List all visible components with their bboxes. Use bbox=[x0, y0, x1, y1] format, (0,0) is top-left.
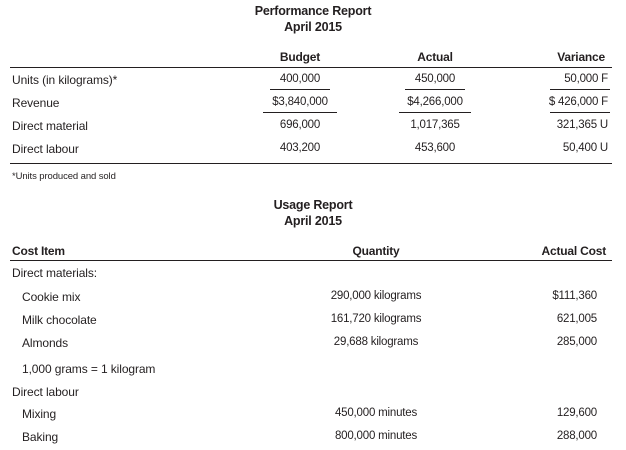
labour-quantity: 800,000 minutes bbox=[334, 430, 418, 442]
usage-report-title: Usage Report bbox=[273, 198, 353, 212]
cell-underline bbox=[399, 112, 471, 113]
cell-underline bbox=[550, 112, 610, 113]
row-label: Units (in kilograms)* bbox=[12, 73, 118, 87]
footnote: *Units produced and sold bbox=[12, 171, 116, 182]
actual-cell: 453,600 bbox=[414, 142, 456, 154]
performance-report-date: April 2015 bbox=[284, 20, 342, 34]
variance-cell: 50,400 U bbox=[562, 142, 608, 154]
labour-cost: 129,600 bbox=[556, 407, 597, 419]
actual-cell: 1,017,365 bbox=[410, 119, 460, 131]
budget-cell: 696,000 bbox=[279, 119, 321, 131]
material-label: Cookie mix bbox=[22, 290, 81, 304]
budget-cell: 400,000 bbox=[279, 73, 321, 85]
material-label: Milk chocolate bbox=[22, 313, 97, 327]
actual-cell: $4,266,000 bbox=[407, 96, 463, 108]
header-rule bbox=[10, 67, 612, 68]
actual-cost-column-header: Actual Cost bbox=[541, 244, 606, 258]
usage-header-rule bbox=[10, 260, 612, 261]
material-quantity: 161,720 kilograms bbox=[330, 313, 422, 325]
performance-report-title: Performance Report bbox=[254, 4, 372, 18]
row-label: Direct labour bbox=[12, 142, 79, 156]
material-cost: 621,005 bbox=[556, 313, 597, 325]
actual-column-header: Actual bbox=[417, 50, 453, 64]
cost-item-column-header: Cost Item bbox=[12, 244, 65, 258]
variance-cell: 321,365 U bbox=[556, 119, 608, 131]
material-quantity: 29,688 kilograms bbox=[333, 336, 419, 348]
row-label: Direct material bbox=[12, 119, 88, 133]
budget-cell: $3,840,000 bbox=[272, 96, 328, 108]
variance-cell: $ 426,000 F bbox=[548, 96, 608, 108]
row-label: Revenue bbox=[12, 96, 60, 110]
material-label: Almonds bbox=[22, 336, 68, 350]
actual-cell: 450,000 bbox=[414, 73, 456, 85]
usage-report-date: April 2015 bbox=[284, 214, 342, 228]
cell-underline bbox=[263, 112, 337, 113]
labour-quantity: 450,000 minutes bbox=[334, 407, 418, 419]
budget-cell: 403,200 bbox=[279, 142, 321, 154]
cell-underline bbox=[550, 89, 610, 90]
material-cost: $111,360 bbox=[552, 290, 597, 302]
cell-underline bbox=[405, 89, 465, 90]
labour-cost: 288,000 bbox=[556, 430, 597, 442]
labour-label: Mixing bbox=[22, 407, 57, 421]
variance-cell: 50,000 F bbox=[564, 73, 608, 85]
section-heading-materials: Direct materials: bbox=[12, 266, 97, 280]
quantity-column-header: Quantity bbox=[352, 244, 400, 258]
material-quantity: 290,000 kilograms bbox=[330, 290, 422, 302]
material-cost: 285,000 bbox=[556, 336, 597, 348]
cell-underline bbox=[270, 89, 330, 90]
labour-label: Baking bbox=[22, 430, 59, 444]
budget-column-header: Budget bbox=[279, 50, 321, 64]
variance-column-header: Variance bbox=[557, 50, 605, 64]
table-bottom-rule bbox=[10, 163, 612, 164]
unit-conversion-note: 1,000 grams = 1 kilogram bbox=[22, 362, 156, 376]
section-heading-labour: Direct labour bbox=[12, 385, 79, 399]
